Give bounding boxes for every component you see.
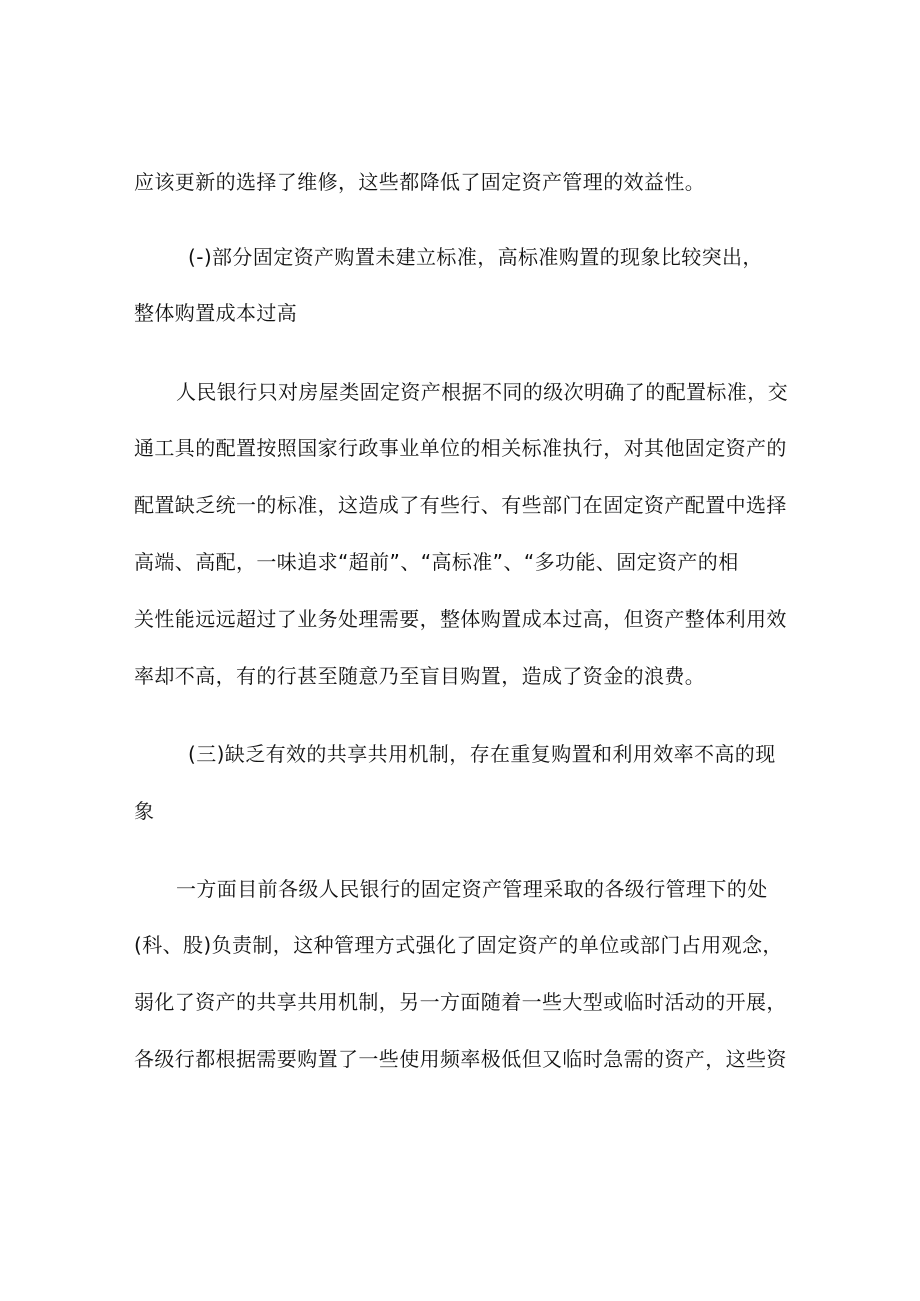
paragraph-line: 配置缺乏统一的标准，这造成了有些行、有些部门在固定资产配置中选择: [134, 493, 787, 517]
paragraph-line: (科、股)负责制，这种管理方式强化了固定资产的单位或部门占用观念，: [134, 933, 783, 957]
paragraph-line: 高端、高配，一味追求“超前”、“高标准”、“多功能、固定资产的相: [134, 550, 739, 574]
section-heading-line: 象: [134, 799, 155, 823]
paragraph-line: 关性能远远超过了业务处理需要，整体购置成本过高，但资产整体利用效: [134, 607, 787, 631]
paragraph-line: 一方面目前各级人民银行的固定资产管理采取的各级行管理下的处: [176, 877, 768, 901]
paragraph-line: 率却不高，有的行甚至随意乃至盲目购置，造成了资金的浪费。: [134, 664, 706, 688]
paragraph-line: 各级行都根据需要购置了一些使用频率极低但又临时急需的资产，这些资: [134, 1047, 787, 1071]
paragraph-line: 通工具的配置按照国家行政事业单位的相关标准执行，对其他固定资产的: [134, 436, 787, 460]
paragraph-line: 人民银行只对房屋类固定资产根据不同的级次明确了的配置标准，交: [176, 380, 788, 404]
section-heading-line: 整体购置成本过高: [134, 301, 298, 325]
section-heading-line: (-)部分固定资产购置未建立标准，高标准购置的现象比较突出，: [188, 245, 763, 269]
paragraph-line: 弱化了资产的共享共用机制，另一方面随着一些大型或临时活动的开展，: [134, 990, 787, 1014]
paragraph-line: 应该更新的选择了维修，这些都降低了固定资产管理的效益性。: [134, 170, 706, 194]
section-heading-line: (三)缺乏有效的共享共用机制，存在重复购置和利用效率不高的现: [188, 742, 776, 766]
